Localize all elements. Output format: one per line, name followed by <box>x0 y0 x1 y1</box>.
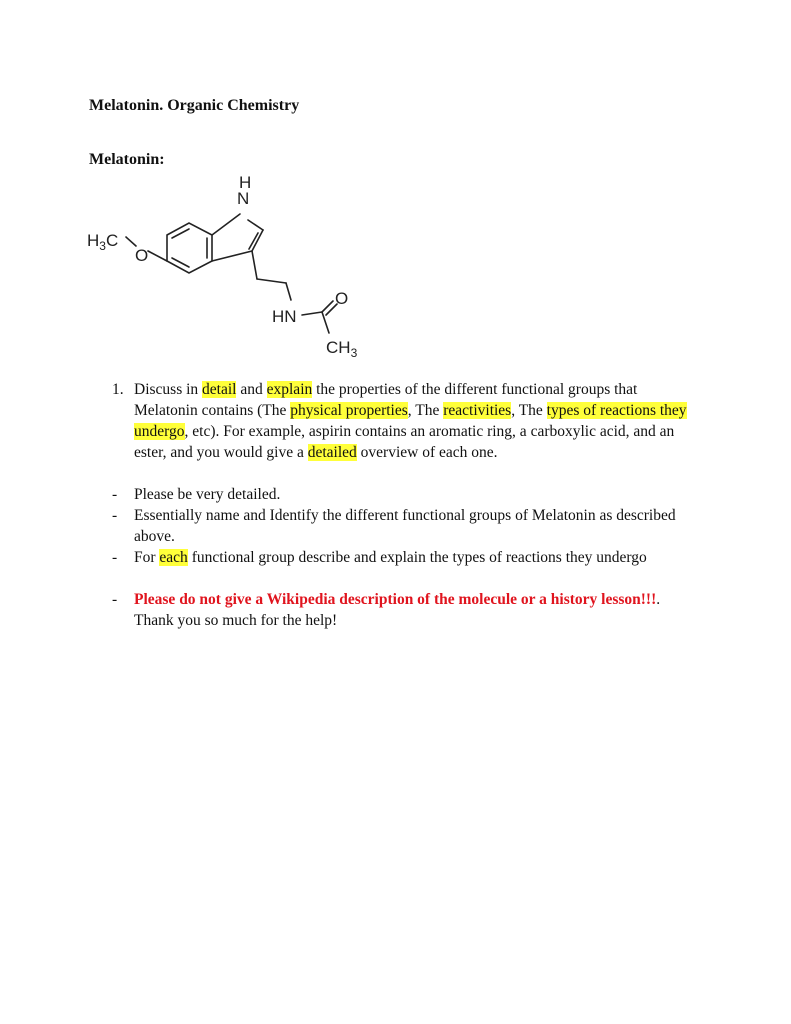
carbonyl-oxygen-label: O <box>335 289 349 308</box>
bullet-marker: - <box>112 591 118 608</box>
bullet-item-detailed: Please be very detailed. <box>134 486 281 503</box>
nh-hydrogen-label: H <box>239 173 252 192</box>
question-number: 1. <box>112 381 124 398</box>
bullet-marker: - <box>112 486 118 503</box>
methyl-label: $H_3C$ <box>87 231 119 253</box>
amide-hn-label: HN <box>272 307 297 326</box>
melatonin-structure-diagram <box>82 170 382 365</box>
highlight-detailed: detailed <box>307 444 357 461</box>
document-title: Melatonin. Organic Chemistry <box>89 97 300 114</box>
highlight-explain: explain <box>266 381 313 398</box>
ether-oxygen-label: O <box>135 246 149 265</box>
warning-text: Please do not give a Wikipedia description of the molecule or a history lesson!!! <box>134 591 657 608</box>
molecule-heading: Melatonin: <box>89 151 165 168</box>
question-1-text: Discuss in detail and explain the properties of the different functional groups that Melatonin contains (The physical properties, The reactivities, The types of reactions they undergo, etc). For example, aspirin contains an aromatic ring, a carboxylic acid, and an ester, and you would give a detailed overview of each one. <box>134 381 687 461</box>
nh-nitrogen-label: N <box>237 189 250 208</box>
bullet-marker: - <box>112 507 118 524</box>
highlight-detail: detail <box>202 381 237 398</box>
bullet-item-each-group: For each functional group describe and explain the types of reactions they undergo <box>134 549 647 566</box>
highlight-physical-properties: physical properties <box>290 402 408 419</box>
bullet-marker: - <box>112 549 118 566</box>
bullet-item-warning: Please do not give a Wikipedia description of the molecule or a history lesson!!!. Thank you so much for the help! <box>134 591 661 629</box>
highlight-reactivities: reactivities <box>443 402 512 419</box>
highlight-types-of-reactions: types of reactions they undergo <box>134 402 687 440</box>
bullet-item-identify: Essentially name and Identify the different functional groups of Melatonin as described above. <box>134 507 676 545</box>
highlight-each: each <box>159 549 188 566</box>
acetyl-methyl-label: $CH_3$ <box>326 338 358 360</box>
